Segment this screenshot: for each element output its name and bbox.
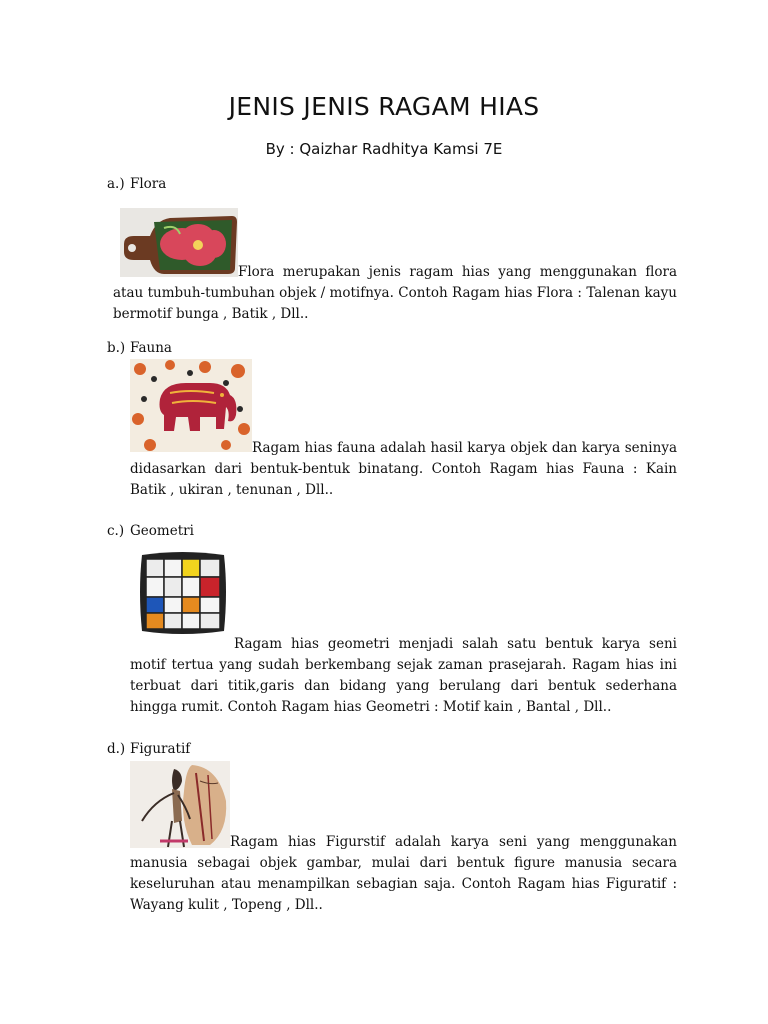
section-title: Flora xyxy=(130,176,167,192)
section-marker: c.) xyxy=(107,523,125,539)
document-title: JENIS JENIS RAGAM HIAS xyxy=(228,92,540,121)
section-title: Geometri xyxy=(130,523,194,539)
section-heading-figuratif xyxy=(107,741,190,757)
geometric-pillow-image xyxy=(132,543,232,639)
section-heading-flora xyxy=(107,176,166,192)
section-title: Figuratif xyxy=(130,741,191,757)
section-marker: d.) xyxy=(107,741,126,757)
section-title: Fauna xyxy=(130,340,172,356)
section-heading-geometri xyxy=(107,523,194,539)
section-text-fauna: Ragam hias fauna adalah hasil karya objek dan karya seninya didasarkan dari bentuk-bentuk binatang. Contoh Ragam hias Fauna : Kain Batik , ukiran , tenunan , Dll.. xyxy=(130,440,677,498)
section-marker: b.) xyxy=(107,340,126,356)
section-heading-fauna xyxy=(107,340,172,356)
section-text-geometri: Ragam hias geometri menjadi salah satu bentuk karya seni motif tertua yang sudah berkembang sejak zaman prasejarah. Ragam hias ini terbuat dari titik,garis dan bidang yang berulang dari bentuk sederhana hingga rumit. Contoh Ragam hias Geometri : Motif kain , Bantal , Dll.. xyxy=(130,636,677,715)
section-text-figuratif: Ragam hias Figurstif adalah karya seni yang menggunakan manusia sebagai objek gambar, mulai dari bentuk figure manusia secara keseluruhan atau menampilkan sebagian saja. Contoh Ragam hias Figuratif : Wayang kulit , Topeng , Dll.. xyxy=(130,834,677,913)
section-marker: a.) xyxy=(107,176,125,192)
document-byline: By : Qaizhar Radhitya Kamsi 7E xyxy=(265,140,503,158)
section-text-flora: Flora merupakan jenis ragam hias yang menggunakan flora atau tumbuh-tumbuhan objek / motifnya. Contoh Ragam hias Flora : Talenan kayu bermotif bunga , Batik , Dll.. xyxy=(113,264,677,322)
